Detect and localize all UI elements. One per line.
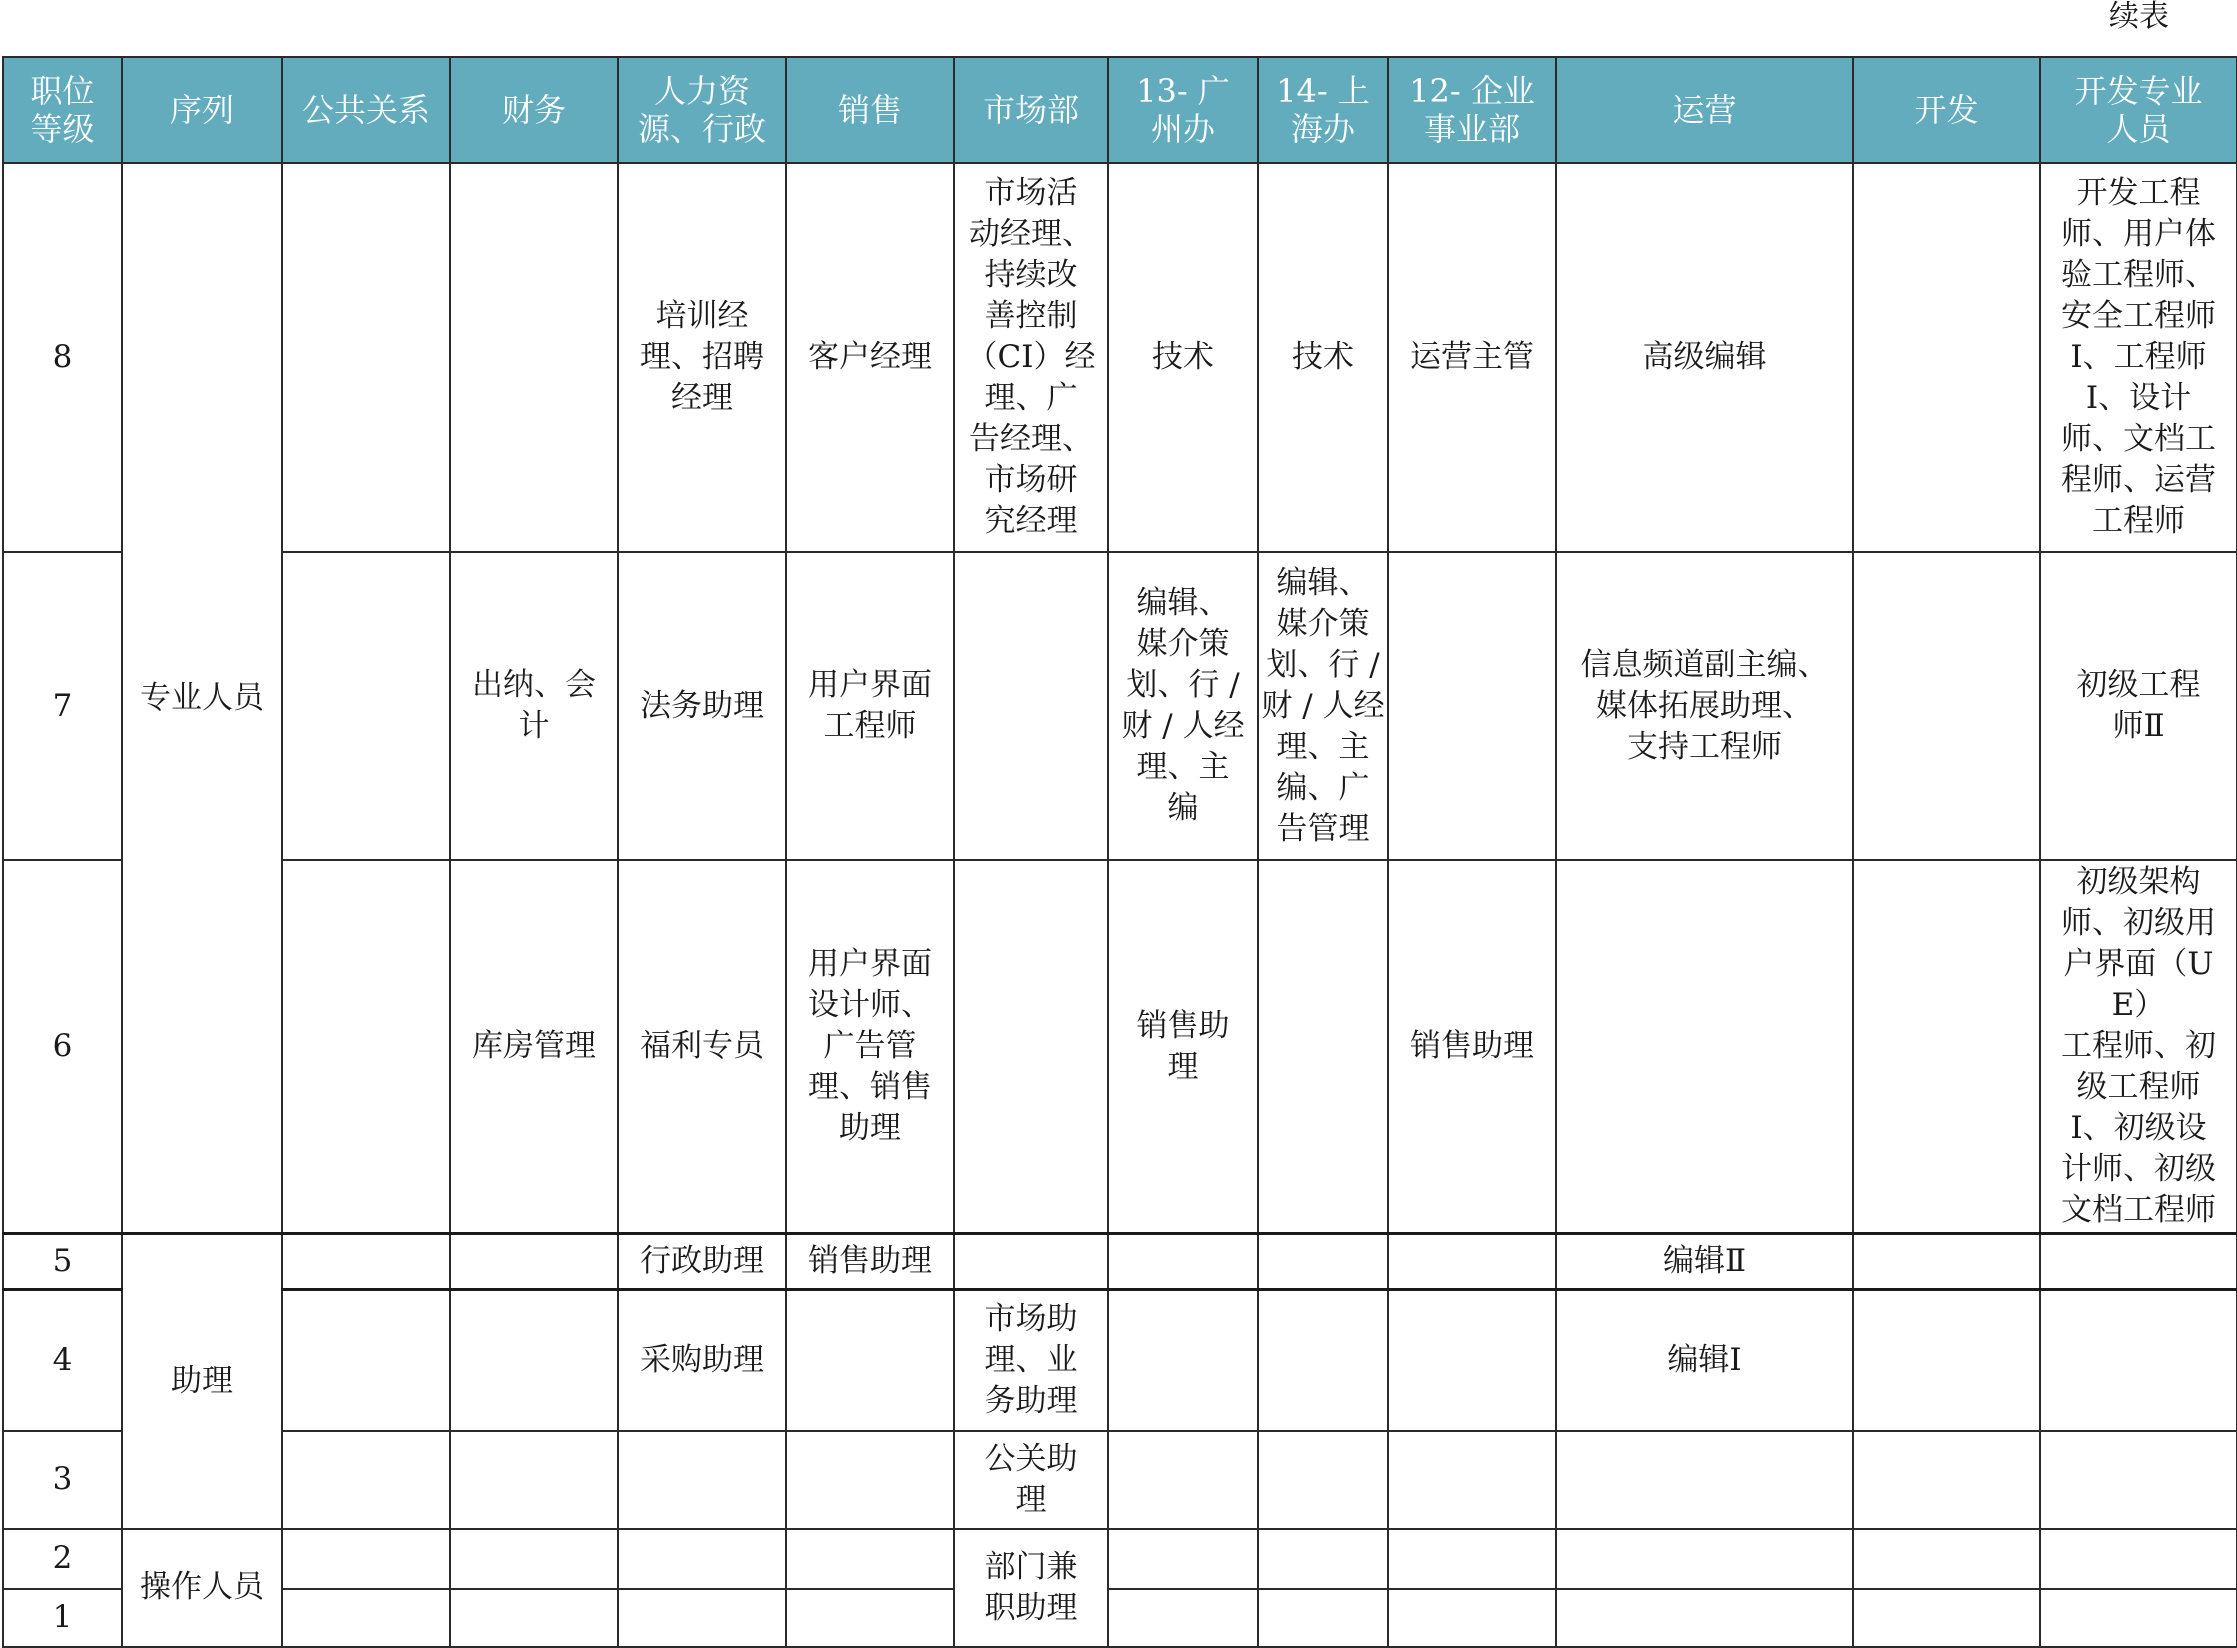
shanghai-cell: 技术 (1258, 163, 1388, 552)
table-row (3, 860, 2237, 1234)
shanghai-cell: 编辑、 媒介策 划、行 / 财 / 人经 理、主 编、广 告管理 (1258, 552, 1388, 860)
table-row (3, 1290, 2237, 1431)
table-row (3, 1234, 2237, 1290)
col-header-marketing: 市场部 (954, 57, 1108, 163)
level-cell: 3 (3, 1431, 122, 1529)
header-row (3, 57, 2237, 163)
enterprise-cell: 运营主管 (1388, 163, 1556, 552)
table-row (3, 1431, 2237, 1529)
enterprise-cell (1388, 1290, 1556, 1431)
marketing-cell: 公关助 理 (954, 1431, 1108, 1529)
operations-cell: 编辑Ⅰ (1556, 1290, 1853, 1431)
hr-cell: 法务助理 (618, 552, 786, 860)
dev-pro-cell: 初级架构 师、初级用 户界面（UE） 工程师、初 级工程师 Ⅰ、初级设 计师、初级 文档工程师 (2040, 860, 2237, 1234)
marketing-cell: 部门兼 职助理 (954, 1529, 1108, 1647)
operations-cell (1556, 1529, 1853, 1589)
hr-cell: 培训经 理、招聘 经理 (618, 163, 786, 552)
sales-cell (786, 1589, 954, 1647)
pr-cell (282, 1290, 450, 1431)
dev-pro-cell (2040, 1589, 2237, 1647)
finance-cell (450, 163, 618, 552)
pr-cell (282, 1529, 450, 1589)
level-cell: 4 (3, 1290, 122, 1431)
enterprise-cell (1388, 1431, 1556, 1529)
level-cell: 6 (3, 860, 122, 1234)
col-header-shanghai: 14- 上 海办 (1258, 57, 1388, 163)
level-cell: 5 (3, 1234, 122, 1290)
operations-cell (1556, 1431, 1853, 1529)
guangzhou-cell (1108, 1589, 1258, 1647)
sales-cell (786, 1529, 954, 1589)
marketing-cell: 市场助 理、业 务助理 (954, 1290, 1108, 1431)
continued-table-label: 续表 (2109, 0, 2169, 34)
pr-cell (282, 1589, 450, 1647)
shanghai-cell (1258, 1431, 1388, 1529)
finance-cell (450, 1589, 618, 1647)
sales-cell: 销售助理 (786, 1234, 954, 1290)
level-cell: 1 (3, 1589, 122, 1647)
finance-cell (450, 1431, 618, 1529)
enterprise-cell (1388, 1529, 1556, 1589)
dev-cell (1853, 1290, 2040, 1431)
shanghai-cell (1258, 1589, 1388, 1647)
level-cell: 7 (3, 552, 122, 860)
hr-cell (618, 1529, 786, 1589)
marketing-cell: 市场活 动经理、 持续改 善控制 （CI）经 理、广 告经理、 市场研 究经理 (954, 163, 1108, 552)
col-header-operations: 运营 (1556, 57, 1853, 163)
col-header-dev: 开发 (1853, 57, 2040, 163)
shanghai-cell (1258, 1529, 1388, 1589)
dev-cell (1853, 552, 2040, 860)
dev-pro-cell (2040, 1234, 2237, 1290)
sales-cell: 客户经理 (786, 163, 954, 552)
sales-cell: 用户界面 工程师 (786, 552, 954, 860)
col-header-pr: 公共关系 (282, 57, 450, 163)
pr-cell (282, 163, 450, 552)
operations-cell: 高级编辑 (1556, 163, 1853, 552)
dev-pro-cell (2040, 1529, 2237, 1589)
dev-cell (1853, 1234, 2040, 1290)
operations-cell: 信息频道副主编、 媒体拓展助理、 支持工程师 (1556, 552, 1853, 860)
col-header-dev-pro: 开发专业 人员 (2040, 57, 2237, 163)
col-header-level: 职位 等级 (3, 57, 122, 163)
marketing-cell (954, 1234, 1108, 1290)
guangzhou-cell (1108, 1290, 1258, 1431)
pr-cell (282, 552, 450, 860)
finance-cell (450, 1529, 618, 1589)
shanghai-cell (1258, 1290, 1388, 1431)
dev-pro-cell: 开发工程 师、用户体 验工程师、 安全工程师 Ⅰ、工程师 Ⅰ、设计 师、文档工 程师、运营 工程师 (2040, 163, 2237, 552)
table-row (3, 552, 2237, 860)
hr-cell (618, 1589, 786, 1647)
finance-cell: 库房管理 (450, 860, 618, 1234)
table-row (3, 1589, 2237, 1647)
level-cell: 2 (3, 1529, 122, 1589)
marketing-cell (954, 552, 1108, 860)
col-header-hr: 人力资 源、行政 (618, 57, 786, 163)
col-header-sequence: 序列 (122, 57, 282, 163)
enterprise-cell: 销售助理 (1388, 860, 1556, 1234)
pr-cell (282, 1234, 450, 1290)
sequence-operator: 操作人员 (122, 1529, 282, 1647)
sales-cell (786, 1431, 954, 1529)
table-row (3, 1529, 2237, 1589)
hr-cell: 行政助理 (618, 1234, 786, 1290)
pr-cell (282, 1431, 450, 1529)
sequence-assistant: 助理 (122, 1234, 282, 1529)
dev-pro-cell (2040, 1431, 2237, 1529)
col-header-finance: 财务 (450, 57, 618, 163)
sales-cell: 用户界面 设计师、 广告管 理、销售 助理 (786, 860, 954, 1234)
finance-cell (450, 1234, 618, 1290)
dev-pro-cell (2040, 1290, 2237, 1431)
col-header-sales: 销售 (786, 57, 954, 163)
col-header-guangzhou: 13- 广 州办 (1108, 57, 1258, 163)
guangzhou-cell (1108, 1529, 1258, 1589)
guangzhou-cell: 技术 (1108, 163, 1258, 552)
hr-cell (618, 1431, 786, 1529)
dev-cell (1853, 860, 2040, 1234)
dev-cell (1853, 163, 2040, 552)
pr-cell (282, 860, 450, 1234)
enterprise-cell (1388, 1589, 1556, 1647)
finance-cell: 出纳、会 计 (450, 552, 618, 860)
operations-cell (1556, 860, 1853, 1234)
dev-pro-cell: 初级工程 师Ⅱ (2040, 552, 2237, 860)
guangzhou-cell: 编辑、 媒介策 划、行 / 财 / 人经 理、主 编 (1108, 552, 1258, 860)
level-cell: 8 (3, 163, 122, 552)
guangzhou-cell: 销售助 理 (1108, 860, 1258, 1234)
shanghai-cell (1258, 1234, 1388, 1290)
shanghai-cell (1258, 860, 1388, 1234)
guangzhou-cell (1108, 1431, 1258, 1529)
marketing-cell (954, 860, 1108, 1234)
operations-cell (1556, 1589, 1853, 1647)
enterprise-cell (1388, 1234, 1556, 1290)
col-header-enterprise: 12- 企业 事业部 (1388, 57, 1556, 163)
sequence-professional: 专业人员 (122, 163, 282, 1234)
enterprise-cell (1388, 552, 1556, 860)
dev-cell (1853, 1589, 2040, 1647)
dev-cell (1853, 1431, 2040, 1529)
sales-cell (786, 1290, 954, 1431)
hr-cell: 福利专员 (618, 860, 786, 1234)
job-grade-table (2, 56, 2237, 1648)
finance-cell (450, 1290, 618, 1431)
operations-cell: 编辑Ⅱ (1556, 1234, 1853, 1290)
table-row (3, 163, 2237, 552)
dev-cell (1853, 1529, 2040, 1589)
guangzhou-cell (1108, 1234, 1258, 1290)
hr-cell: 采购助理 (618, 1290, 786, 1431)
